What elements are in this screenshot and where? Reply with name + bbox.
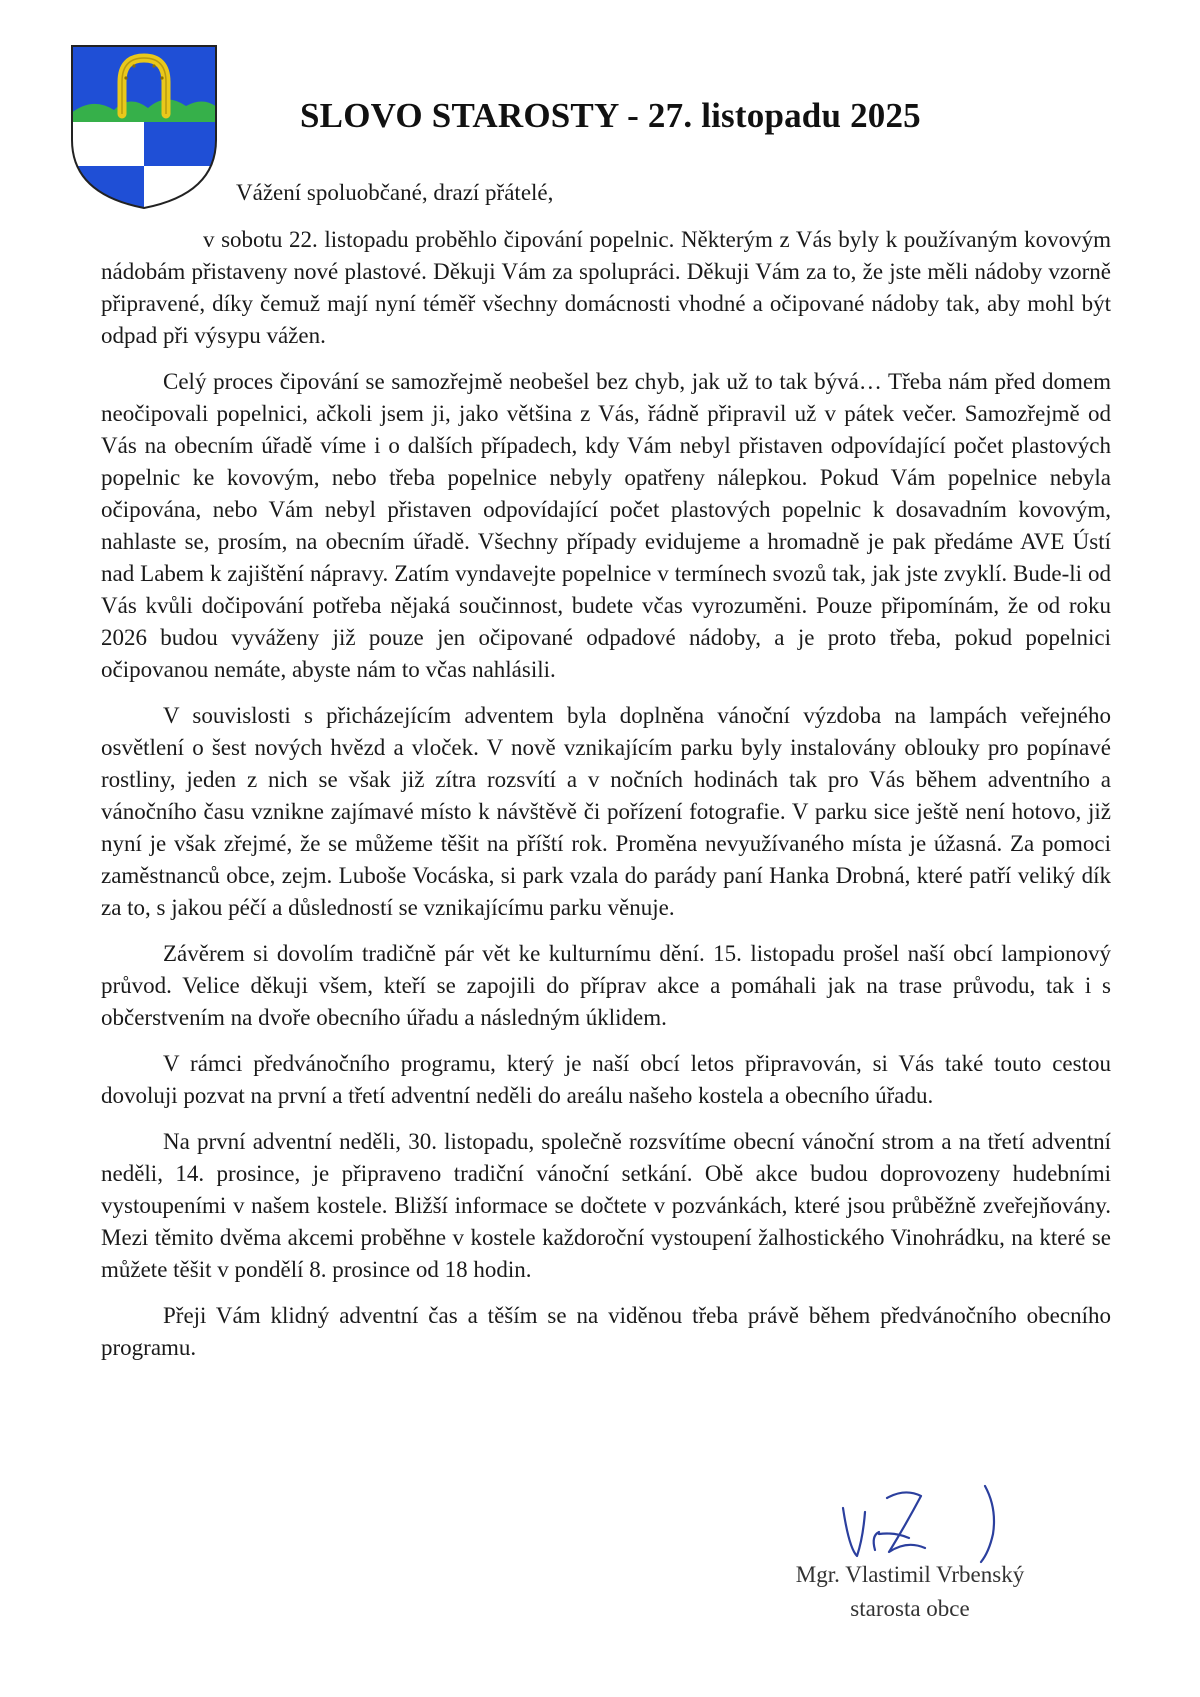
paragraph: V souvislosti s přicházejícím adventem byla doplněna vánoční výzdoba na lampách veřejného osvětlení o šest nových hvězd a vloček. V nově vznikajícím parku byly instalovány oblouky pro popínavé rostliny, jeden z nich se však již zítra rozsvítí a v nočních hodinách tak pro Vás během adventního a vánočního času vznikne zajímavé místo k návštěvě či pořízení fotografie. V parku sice ještě není hotovo, již nyní je však zřejmé, že se můžeme těšit na příští rok. Proměna nevyužívaného místa je úžasná. Za pomoci zaměstnanců obce, zejm. Luboše Vocáska, si park vzala do parády paní Hanka Drobná, které patří veliký dík za to, s jakou péčí a důsledností se vznikajícímu parku věnuje. (101, 703, 1111, 920)
paragraph: Závěrem si dovolím tradičně pár vět ke kulturnímu dění. 15. listopadu prošel naší obcí lampionový průvod. Velice děkuji všem, kteří se zapojili do příprav akce a pomáhali jak na trase průvodu, tak i s občerstvením na dvoře obecního úřadu a následným úklidem. (101, 941, 1111, 1030)
paragraph: v sobotu 22. listopadu proběhlo čipování popelnic. Některým z Vás byly k používaným kovovým nádobám přistaveny nové plastové. Děkuji Vám za spolupráci. Děkuji Vám za to, že jste měli nádoby vzorně připravené, díky čemuž mají nyní téměř všechny domácnosti vhodné a očipované nádoby tak, aby mohl být odpad při výsypu vážen. (101, 227, 1111, 348)
letter-body (101, 224, 1111, 1378)
paragraph: Přeji Vám klidný adventní čas a těším se na viděnou třeba právě během předvánočního obecního programu. (101, 1303, 1111, 1360)
signer-role: starosta obce (850, 1596, 970, 1621)
coat-of-arms-icon (70, 44, 218, 210)
paragraph: Na první adventní neděli, 30. listopadu, společně rozsvítíme obecní vánoční strom a na třetí adventní neděli, 14. prosince, je připraveno tradiční vánoční setkání. Obě akce budou doprovozeny hudebními vystoupeními v našem kostele. Bližší informace se dočtete v pozvánkách, které jsou průběžně zveřejňovány. Mezi těmito dvěma akcemi proběhne v kostele každoroční vystoupení žalhostického Vinohrádku, na které se můžete těšit v pondělí 8. prosince od 18 hodin. (101, 1129, 1111, 1282)
paragraph: V rámci předvánočního programu, který je naší obcí letos připravován, si Vás také touto cestou dovoluji pozvat na první a třetí adventní neděli do areálu našeho kostela a obecního úřadu. (101, 1051, 1111, 1108)
signer-name: Mgr. Vlastimil Vrbenský (795, 1562, 1025, 1587)
paragraph: Celý proces čipování se samozřejmě neobešel bez chyb, jak už to tak bývá… Třeba nám před domem neočipovali popelnici, ačkoli jsem ji, jako většina z Vás, řádně připravil už v pátek večer. Samozřejmě od Vás na obecním úřadě víme i o dalších případech, kdy Vám nebyl přistaven odpovídající počet plastových popelnic ke kovovým, nebo třeba popelnice nebyly opatřeny nálepkou. Pokud Vám popelnice nebyla očipována, nebo Vám nebyl přistaven odpovídající počet plastových popelnic k dosavadním kovovým, nahlaste se, prosím, na obecním úřadě. Všechny případy evidujeme a hromadně je pak předáme AVE Ústí nad Labem k zajištění nápravy. Zatím vyndavejte popelnice v termínech svozů tak, jak jste zvyklí. Bude-li od Vás kvůli dočipování potřeba nějaká součinnost, budete včas vyrozuměni. Pouze připomínám, že od roku 2026 budou vyváženy již pouze jen očipované odpadové nádoby, a je proto třeba, pokud popelnici očipovanou nemáte, abyste nám to včas nahlásili. (101, 369, 1111, 682)
letter-greeting: Vážení spoluobčané, drazí přátelé, (236, 180, 554, 205)
page-title: SLOVO STAROSTY - 27. listopadu 2025 (300, 96, 921, 135)
